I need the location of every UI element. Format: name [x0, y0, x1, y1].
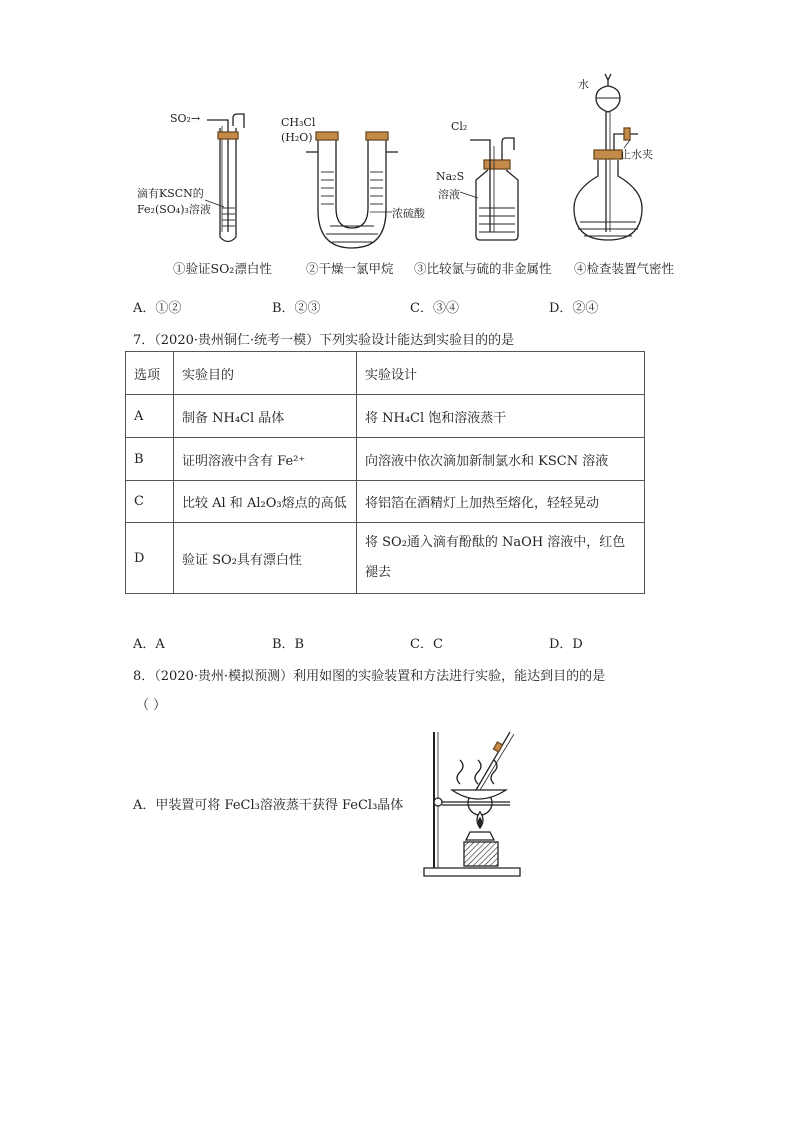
q7-option-d: D．D [549, 637, 583, 652]
clamp-label: 止水夹 [620, 148, 653, 161]
table-row [126, 438, 645, 481]
h2o-label: (H₂O) [281, 131, 313, 144]
table-row [126, 523, 645, 594]
q8-stem: 8．（2020·贵州·模拟预测）利用如图的实验装置和方法进行实验，能达到目的的是 [133, 669, 606, 684]
q7-table [125, 351, 645, 594]
evaporation-apparatus [420, 726, 524, 878]
caption-2: ②干燥一氯甲烷 [306, 261, 394, 276]
q6-option-d: D．②④ [549, 301, 599, 316]
q8-option-a: A．甲装置可将 FeCl₃溶液蒸干获得 FeCl₃晶体 [133, 798, 404, 813]
row-c-option: C [126, 481, 174, 523]
q7-option-c: C．C [410, 637, 443, 652]
ch3cl-label: CH₃Cl [281, 116, 316, 129]
row-c-design: 将铝箔在酒精灯上加热至熔化，轻轻晃动 [357, 481, 645, 523]
table-header-row [126, 352, 645, 395]
row-d-purpose: 验证 SO₂具有漂白性 [174, 523, 357, 594]
caption-1: ①验证SO₂漂白性 [173, 261, 272, 276]
row-d-option: D [126, 523, 174, 594]
gas-washing-bottle [460, 138, 518, 240]
row-b-purpose: 证明溶液中含有 Fe²⁺ [174, 438, 357, 481]
row-a-purpose: 制备 NH₄Cl 晶体 [174, 395, 357, 438]
q6-option-c: C．③④ [410, 301, 459, 316]
so2-inlet-label: SO₂→ [170, 112, 201, 125]
caption-3: ③比较氯与硫的非金属性 [414, 261, 552, 276]
tube-solution-label-1: 滴有KSCN的 [137, 187, 204, 200]
row-b-option: B [126, 438, 174, 481]
cl2-label: Cl₂ [451, 120, 468, 133]
q7-option-b: B．B [272, 637, 305, 652]
header-purpose: 实验目的 [174, 352, 357, 395]
conc-sulfuric-acid-label: 浓硫酸 [392, 207, 425, 220]
q7-option-a: A．A [133, 637, 165, 652]
row-b-design: 向溶液中依次滴加新制氯水和 KSCN 溶液 [357, 438, 645, 481]
caption-4: ④检查装置气密性 [574, 261, 675, 276]
tube-solution-label-2: Fe₂(SO₄)₃溶液 [137, 203, 211, 216]
water-label: 水 [578, 78, 589, 91]
q7-stem: 7．（2020·贵州铜仁·统考一模）下列实验设计能达到实验目的的是 [133, 333, 515, 348]
row-a-option: A [126, 395, 174, 438]
q8-answer-paren: （ ） [136, 698, 167, 713]
u-tube-apparatus [306, 132, 398, 248]
header-option: 选项 [126, 352, 174, 395]
row-d-design: 将 SO₂通入滴有酚酞的 NaOH 溶液中，红色褪去 [357, 523, 645, 594]
table-row [126, 395, 645, 438]
row-a-design: 将 NH₄Cl 饱和溶液蒸干 [357, 395, 645, 438]
na2s-label: Na₂S [436, 170, 465, 183]
na2s-solution-label: 溶液 [438, 188, 460, 201]
apparatus-figure [0, 0, 794, 260]
table-row [126, 481, 645, 523]
test-tube-apparatus [205, 114, 244, 242]
row-c-purpose: 比较 Al 和 Al₂O₃熔点的高低 [174, 481, 357, 523]
header-design: 实验设计 [357, 352, 645, 395]
q6-option-b: B．②③ [272, 301, 321, 316]
q6-option-a: A．①② [133, 301, 182, 316]
